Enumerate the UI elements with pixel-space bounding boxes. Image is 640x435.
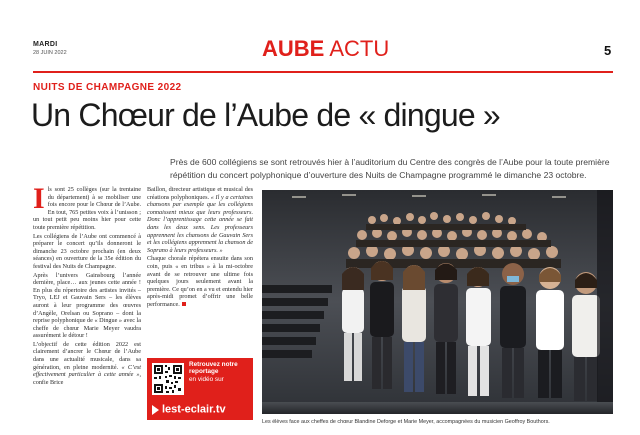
article-photo xyxy=(262,190,613,414)
paragraph xyxy=(33,182,141,232)
promo-line-2: en vidéo sur xyxy=(189,375,224,383)
promo-text xyxy=(189,361,251,383)
paragraph xyxy=(147,255,253,308)
issue-date: 28 JUIN 2022 xyxy=(33,50,67,56)
drop-cap: I xyxy=(33,182,45,215)
body-column-1 xyxy=(33,182,141,387)
paragraph-text: ls sont 25 collèges (sur la trentaine du département) à se mobiliser une fois encore pour le Chœur de l’Aube. En tout, 765 petites voix à l’unisson ; un tout petit peu moins hier pour cette toute première répétition. xyxy=(33,186,141,231)
body-column-2 xyxy=(147,186,253,310)
end-of-article-mark xyxy=(182,302,186,306)
quote-text: « C’est effectivement particulier à cette année » xyxy=(33,363,141,379)
paragraph-text: Chaque chorale répétera ensuite dans son coin, puis « en tribus » à la mi-octobre avant de se retrouver une ultime fois quelques jours seulement avant la première. Ce qu’on en a vu et entendu hier après-midi promet d’offrir une belle performance. xyxy=(147,255,253,308)
article-kicker: NUITS DE CHAMPAGNE 2022 xyxy=(33,82,182,93)
paragraph xyxy=(147,186,253,254)
section-name-light: ACTU xyxy=(329,36,390,61)
promo-logo-text: lest-eclair.tv xyxy=(162,403,226,416)
paragraph: Après l’univers Gainsbourg l’année dernière, place… aux jeunes cette année ! En plus du répertoire des artistes invités – Tryo, LEJ et Gauvain Sers – les élèves auront à leur programme des œuvres d’Angèle, Orelsan ou Soprano – dont la reprise polyphonique de « Dingue » avec la cheffe de chœur Marie Meyer vaudra assurément le détour ! xyxy=(33,271,141,340)
auditorium-students-image xyxy=(262,190,613,414)
section-masthead xyxy=(262,36,389,62)
page-number: 5 xyxy=(604,43,612,58)
quote-text: « Il y a certaines chansons par exemple que les collégiens connaissent mieux que leurs professeurs. Donc l’apprentissage cette année se fait dans les deux sens. Les professeurs apprennent les chansons de Gauvain Sers et les collégiens apprennent la chanson de Soprano à leurs professeurs. » xyxy=(147,193,253,254)
paragraph: Les collégiens de l’Aube ont commencé à préparer le concert qu’ils donneront le dimanche 23 octobre prochain (en deux séances) en ouverture de la 35e édition du festival des Nuits de Champagne. xyxy=(33,232,141,270)
paragraph xyxy=(33,341,141,387)
paragraph-text: Baillon, directeur artistique et musical des créations polyphoniques. xyxy=(147,186,253,201)
issue-day: MARDI xyxy=(33,41,58,48)
play-arrow-icon xyxy=(152,405,159,415)
promo-line-1: Retrouvez notre reportage xyxy=(189,361,238,376)
masthead-rule xyxy=(33,71,613,73)
photo-caption: Les élèves face aux cheffes de chœur Blandine Deforge et Marie Meyer, accompagnées du musicien Geoffroy Bouthors. xyxy=(262,419,550,425)
article-headline: Un Chœur de l’Aube de « dingue » xyxy=(31,97,500,133)
section-name-bold: AUBE xyxy=(262,36,325,61)
paragraph-text: L’objectif de cette édition 2022 est clairement d’ancrer le Chœur de l’Aube dans une actualité musicale, dans sa génération, en pleine modernité. xyxy=(33,340,141,371)
qr-code-icon[interactable] xyxy=(152,363,184,395)
paragraph-text: , confie Brice xyxy=(33,371,141,386)
lest-eclair-tv-link[interactable] xyxy=(152,401,250,416)
article-standfirst: Près de 600 collégiens se sont retrouvés hier à l’auditorium du Centre des congrès de l’Aube pour la toute première répétition du concert polyphonique d’ouverture des Nuits de Champagne programmé le dimanche 23 octobre. xyxy=(170,157,610,180)
video-promo-box[interactable] xyxy=(147,358,253,420)
